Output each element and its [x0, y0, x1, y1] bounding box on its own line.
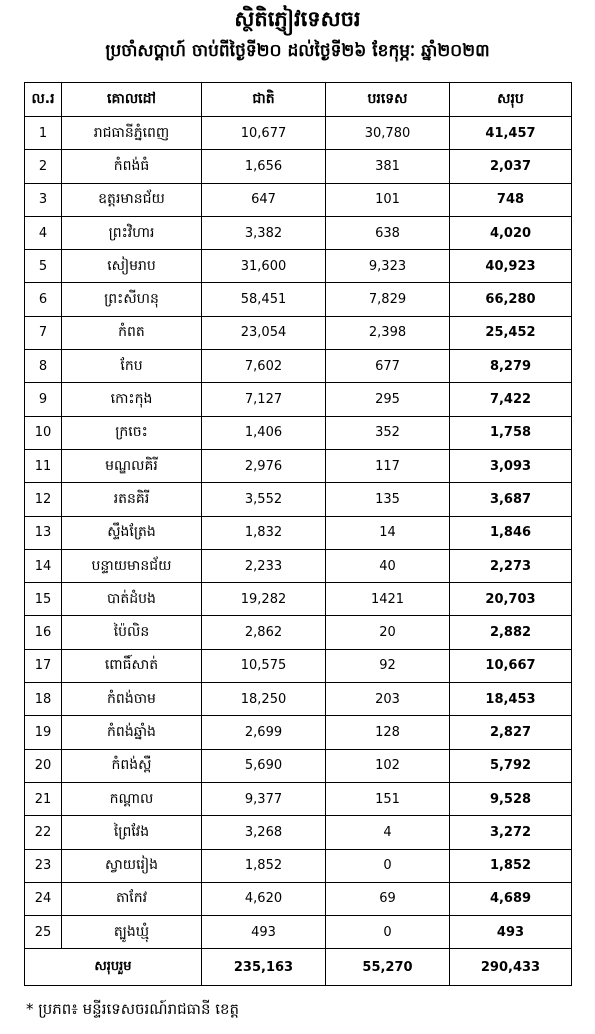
cell-domestic: 1,852 — [202, 849, 326, 882]
cell-foreign: 128 — [326, 716, 450, 749]
cell-province: កំពង់ស្ពឺ — [62, 749, 202, 782]
cell-total: 493 — [450, 916, 572, 949]
tourist-statistics-table — [24, 82, 572, 986]
cell-domestic: 1,656 — [202, 150, 326, 183]
cell-domestic: 5,690 — [202, 749, 326, 782]
table-row — [25, 150, 572, 183]
grand-total-total: 290,433 — [450, 949, 572, 986]
cell-foreign: 1421 — [326, 583, 450, 616]
cell-province: កោះកុង — [62, 383, 202, 416]
cell-foreign: 92 — [326, 649, 450, 682]
cell-no: 2 — [25, 150, 62, 183]
header-destination: គោលដៅ — [62, 83, 202, 117]
cell-foreign: 638 — [326, 216, 450, 249]
cell-no: 5 — [25, 250, 62, 283]
cell-province: ក្រចេះ — [62, 416, 202, 449]
table-row — [25, 250, 572, 283]
cell-domestic: 493 — [202, 916, 326, 949]
cell-province: ឧត្តរមានជ័យ — [62, 183, 202, 216]
cell-province: កណ្តាល — [62, 782, 202, 815]
table-row — [25, 782, 572, 815]
table-row — [25, 716, 572, 749]
table-row — [25, 449, 572, 482]
cell-foreign: 2,398 — [326, 316, 450, 349]
cell-no: 13 — [25, 516, 62, 549]
cell-total: 748 — [450, 183, 572, 216]
header-foreign: បរទេស — [326, 83, 450, 117]
cell-no: 6 — [25, 283, 62, 316]
table-row — [25, 549, 572, 582]
header-domestic: ជាតិ — [202, 83, 326, 117]
cell-province: កំពង់ធំ — [62, 150, 202, 183]
cell-foreign: 30,780 — [326, 117, 450, 150]
cell-domestic: 18,250 — [202, 683, 326, 716]
cell-total: 2,827 — [450, 716, 572, 749]
cell-foreign: 69 — [326, 882, 450, 915]
cell-total: 18,453 — [450, 683, 572, 716]
cell-no: 12 — [25, 483, 62, 516]
cell-no: 3 — [25, 183, 62, 216]
cell-domestic: 3,268 — [202, 816, 326, 849]
cell-no: 7 — [25, 316, 62, 349]
cell-domestic: 19,282 — [202, 583, 326, 616]
table-row — [25, 849, 572, 882]
cell-domestic: 7,602 — [202, 350, 326, 383]
cell-foreign: 135 — [326, 483, 450, 516]
cell-total: 4,020 — [450, 216, 572, 249]
table-row — [25, 616, 572, 649]
cell-total: 10,667 — [450, 649, 572, 682]
cell-no: 20 — [25, 749, 62, 782]
cell-province: កំពង់ឆ្នាំង — [62, 716, 202, 749]
cell-foreign: 9,323 — [326, 250, 450, 283]
cell-foreign: 381 — [326, 150, 450, 183]
cell-foreign: 0 — [326, 916, 450, 949]
source-footnote: * ប្រភព៖ មន្ទីរទេសចរណ៍រាជធានី ខេត្ត — [26, 1000, 240, 1018]
cell-domestic: 2,862 — [202, 616, 326, 649]
cell-domestic: 1,832 — [202, 516, 326, 549]
cell-total: 2,037 — [450, 150, 572, 183]
cell-total: 41,457 — [450, 117, 572, 150]
cell-total: 66,280 — [450, 283, 572, 316]
cell-province: មណ្ឌលគិរី — [62, 449, 202, 482]
cell-province: រតនគិរី — [62, 483, 202, 516]
cell-no: 25 — [25, 916, 62, 949]
table-row — [25, 583, 572, 616]
page-title: ស្ថិតិភ្ញៀវទេសចរ — [234, 7, 361, 31]
cell-province: បន្ទាយមានជ័យ — [62, 549, 202, 582]
cell-total: 2,882 — [450, 616, 572, 649]
cell-no: 21 — [25, 782, 62, 815]
table-row — [25, 816, 572, 849]
cell-total: 3,272 — [450, 816, 572, 849]
table-header-row — [25, 83, 572, 117]
cell-foreign: 0 — [326, 849, 450, 882]
cell-no: 4 — [25, 216, 62, 249]
cell-no: 23 — [25, 849, 62, 882]
table-row — [25, 516, 572, 549]
cell-domestic: 2,699 — [202, 716, 326, 749]
page-subtitle: ប្រចាំសប្តាហ៍ ចាប់ពីថ្ងៃទី២០ ដល់ថ្ងៃទី២៦ ខែកុម្ភៈ ឆ្នាំ២០២៣ — [105, 41, 490, 61]
cell-no: 19 — [25, 716, 62, 749]
cell-foreign: 352 — [326, 416, 450, 449]
table-row — [25, 683, 572, 716]
cell-total: 7,422 — [450, 383, 572, 416]
cell-no: 10 — [25, 416, 62, 449]
cell-no: 9 — [25, 383, 62, 416]
cell-province: បាត់ដំបង — [62, 583, 202, 616]
cell-total: 5,792 — [450, 749, 572, 782]
cell-province: ស្ទឹងត្រែង — [62, 516, 202, 549]
cell-foreign: 151 — [326, 782, 450, 815]
cell-no: 11 — [25, 449, 62, 482]
table-row — [25, 216, 572, 249]
table-row — [25, 483, 572, 516]
cell-total: 3,687 — [450, 483, 572, 516]
cell-domestic: 3,382 — [202, 216, 326, 249]
cell-foreign: 117 — [326, 449, 450, 482]
cell-total: 40,923 — [450, 250, 572, 283]
cell-total: 9,528 — [450, 782, 572, 815]
cell-no: 16 — [25, 616, 62, 649]
cell-province: រាជធានីភ្នំពេញ — [62, 117, 202, 150]
table-row — [25, 649, 572, 682]
cell-domestic: 3,552 — [202, 483, 326, 516]
table-row — [25, 117, 572, 150]
cell-province: តាកែវ — [62, 882, 202, 915]
table-row — [25, 882, 572, 915]
cell-foreign: 4 — [326, 816, 450, 849]
cell-province: ព្រៃវែង — [62, 816, 202, 849]
cell-province: ស្វាយរៀង — [62, 849, 202, 882]
cell-domestic: 23,054 — [202, 316, 326, 349]
cell-foreign: 203 — [326, 683, 450, 716]
grand-total-row — [25, 949, 572, 986]
cell-total: 20,703 — [450, 583, 572, 616]
cell-total: 1,852 — [450, 849, 572, 882]
table-row — [25, 183, 572, 216]
cell-domestic: 10,575 — [202, 649, 326, 682]
cell-domestic: 1,406 — [202, 416, 326, 449]
cell-foreign: 101 — [326, 183, 450, 216]
cell-province: ប៉ៃលិន — [62, 616, 202, 649]
cell-foreign: 677 — [326, 350, 450, 383]
cell-province: សៀមរាប — [62, 250, 202, 283]
cell-foreign: 40 — [326, 549, 450, 582]
cell-foreign: 14 — [326, 516, 450, 549]
cell-no: 8 — [25, 350, 62, 383]
cell-foreign: 295 — [326, 383, 450, 416]
grand-total-label: សរុបរួម — [25, 949, 202, 986]
table-row — [25, 416, 572, 449]
cell-domestic: 647 — [202, 183, 326, 216]
cell-foreign: 102 — [326, 749, 450, 782]
cell-no: 22 — [25, 816, 62, 849]
cell-domestic: 9,377 — [202, 782, 326, 815]
cell-domestic: 2,233 — [202, 549, 326, 582]
cell-no: 15 — [25, 583, 62, 616]
table-row — [25, 350, 572, 383]
cell-total: 3,093 — [450, 449, 572, 482]
cell-total: 8,279 — [450, 350, 572, 383]
cell-domestic: 4,620 — [202, 882, 326, 915]
cell-total: 25,452 — [450, 316, 572, 349]
cell-province: ព្រះសីហនុ — [62, 283, 202, 316]
cell-no: 1 — [25, 117, 62, 150]
grand-total-foreign: 55,270 — [326, 949, 450, 986]
cell-province: ត្បូងឃ្មុំ — [62, 916, 202, 949]
cell-foreign: 7,829 — [326, 283, 450, 316]
cell-no: 24 — [25, 882, 62, 915]
cell-province: ពោធិ៍សាត់ — [62, 649, 202, 682]
cell-domestic: 31,600 — [202, 250, 326, 283]
cell-domestic: 10,677 — [202, 117, 326, 150]
cell-province: កំពត — [62, 316, 202, 349]
cell-no: 14 — [25, 549, 62, 582]
cell-total: 2,273 — [450, 549, 572, 582]
header-total: សរុប — [450, 83, 572, 117]
grand-total-domestic: 235,163 — [202, 949, 326, 986]
cell-province: ព្រះវិហារ — [62, 216, 202, 249]
table-row — [25, 383, 572, 416]
cell-total: 1,846 — [450, 516, 572, 549]
cell-domestic: 58,451 — [202, 283, 326, 316]
cell-no: 18 — [25, 683, 62, 716]
table-body — [25, 117, 572, 949]
table-row — [25, 916, 572, 949]
cell-province: កំពង់ចាម — [62, 683, 202, 716]
cell-province: កែប — [62, 350, 202, 383]
cell-domestic: 2,976 — [202, 449, 326, 482]
cell-foreign: 20 — [326, 616, 450, 649]
cell-total: 1,758 — [450, 416, 572, 449]
cell-no: 17 — [25, 649, 62, 682]
table-row — [25, 749, 572, 782]
table-row — [25, 283, 572, 316]
cell-total: 4,689 — [450, 882, 572, 915]
header-no: ល.រ — [25, 83, 62, 117]
cell-domestic: 7,127 — [202, 383, 326, 416]
table-row — [25, 316, 572, 349]
